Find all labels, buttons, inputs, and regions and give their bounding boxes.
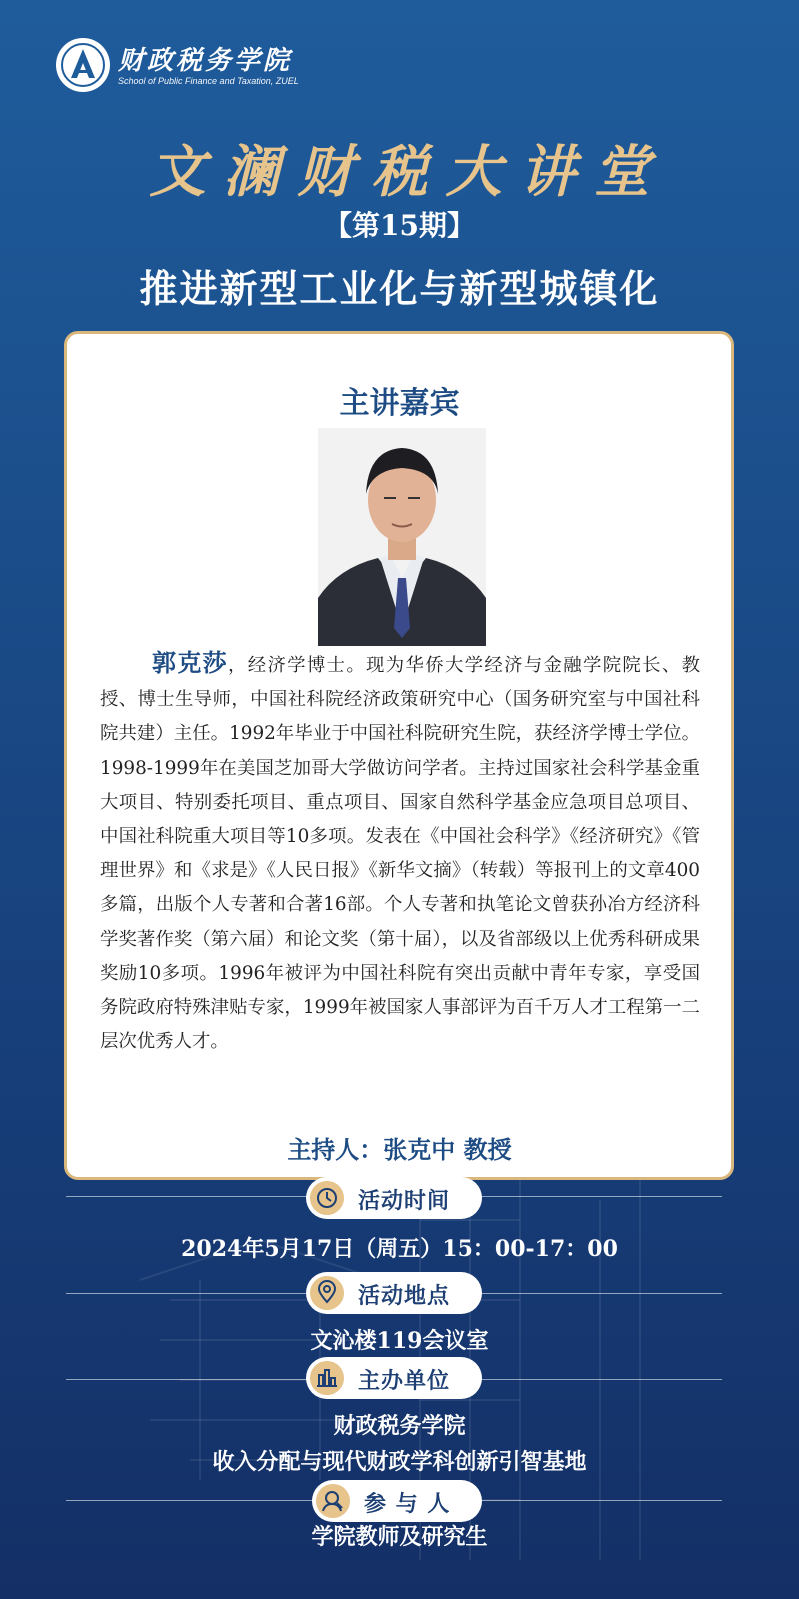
host-info: 主持人：张克中 教授 xyxy=(287,1135,512,1164)
clock-icon xyxy=(310,1181,344,1215)
school-name-cn: 财政税务学院 xyxy=(118,46,293,76)
speaker-photo xyxy=(318,428,486,646)
speaker-heading: 主讲嘉宾 xyxy=(339,386,460,421)
organizer-line2: 收入分配与现代财政学科创新引智基地 xyxy=(212,1449,587,1475)
time-pill xyxy=(306,1177,482,1219)
organizer-label: 主办单位 xyxy=(358,1368,451,1394)
building-icon xyxy=(310,1361,344,1395)
lecture-topic: 推进新型工业化与新型城镇化 xyxy=(139,266,660,311)
attendee-pill xyxy=(312,1480,482,1522)
school-logo-icon xyxy=(54,36,112,94)
place-value: 文沁楼119会议室 xyxy=(310,1328,489,1354)
speaker-bio xyxy=(100,646,700,1059)
event-series-title: 文澜财税大讲堂 xyxy=(149,139,668,205)
organizer-pill xyxy=(306,1357,482,1399)
person-icon xyxy=(316,1484,350,1518)
issue-number: 【第15期】 xyxy=(324,209,475,242)
time-label: 活动时间 xyxy=(358,1188,451,1214)
place-pill xyxy=(306,1272,482,1314)
location-pin-icon xyxy=(310,1276,344,1310)
speaker-bio-text: ，经济学博士。现为华侨大学经济与金融学院院长、教授、博士生导师，中国社科院经济政策研究中心（国务研究室与中国社科院共建）主任。1992年毕业于中国社科院研究生院，获经济学博士学位。1998-1999年在美国芝加哥大学做访问学者。主持过国家社会科学基金重大项目、特别委托项目、重点项目、国家自然科学基金应急项目总项目、中国社科院重大项目等10多项。发表在《中国社会科学》《经济研究》《管理世界》和《求是》《人民日报》《新华文摘》（转载）等报刊上的文章400多篇，出版个人专著和合著16部。个人专著和执笔论文曾获孙冶方经济科学奖著作奖（第六届）和论文奖（第十届），以及省部级以上优秀科研成果奖励10多项。1996年被评为中国社科院有突出贡献中青年专家，享受国务院政府特殊津贴专家，1999年被国家人事部评为百千万人才工程第一二层次优秀人才。 xyxy=(100,655,700,1053)
attendee-value: 学院教师及研究生 xyxy=(311,1524,488,1550)
time-value: 2024年5月17日（周五）15：00-17：00 xyxy=(181,1236,618,1262)
place-label: 活动地点 xyxy=(358,1283,451,1309)
school-name-en: School of Public Finance and Taxation, ZUEL xyxy=(118,76,299,86)
speaker-name: 郭克莎 xyxy=(152,648,228,677)
attendee-label: 参 与 人 xyxy=(364,1491,451,1517)
organizer-line1: 财政税务学院 xyxy=(333,1413,466,1439)
